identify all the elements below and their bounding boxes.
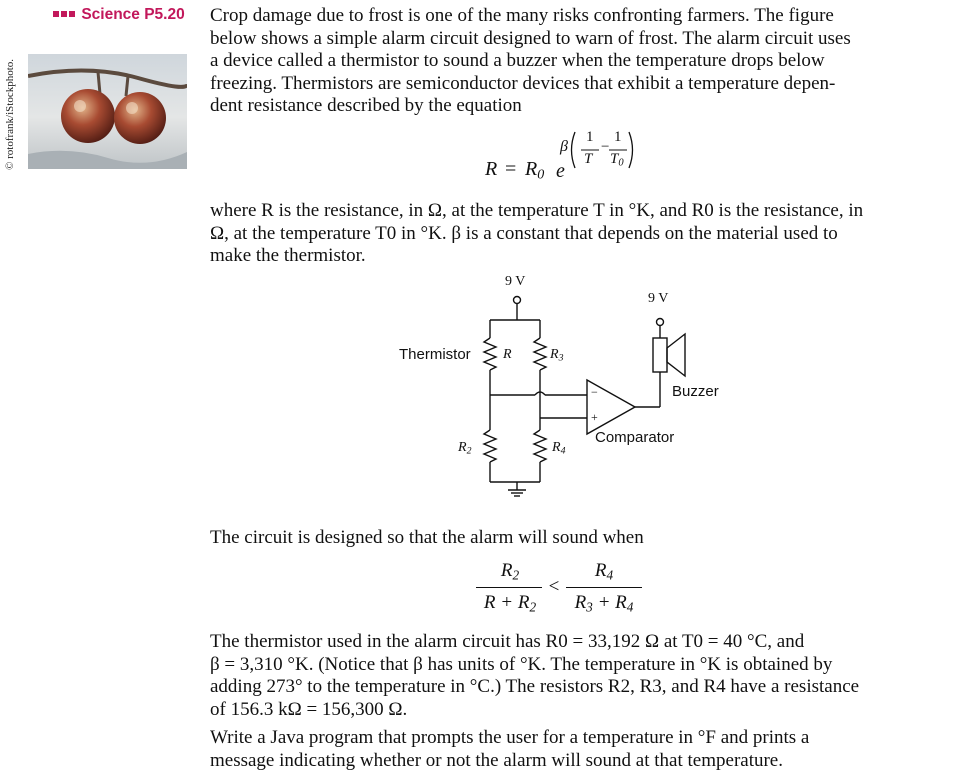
ineq-den-right: $R_3 + R_4$ bbox=[574, 592, 634, 615]
where-paragraph bbox=[210, 200, 863, 268]
r2-label: $R_2$ bbox=[458, 440, 472, 457]
where-line: make the thermistor. bbox=[210, 245, 366, 266]
intro-line: freezing. Thermistors are semiconductor devices that exhibit a temperature depen- bbox=[210, 72, 836, 94]
where-line: where R is the resistance, in Ω, at the temperature T in °K, and R0 is the resistance, in bbox=[210, 200, 864, 221]
eq-minus: − bbox=[601, 139, 610, 155]
eq-t0: $T_0$ bbox=[610, 151, 624, 169]
where-line: Ω, at the temperature T0 in °K. β is a constant that depends on the material used to bbox=[210, 222, 838, 244]
frosted-apples-photo bbox=[28, 54, 187, 169]
java-line: Write a Java program that prompts the user for a temperature in °F and prints a bbox=[210, 727, 810, 748]
ineq-num-left: $R_2$ bbox=[500, 560, 520, 583]
thermistor-line: β = 3,310 °K. (Notice that β has units of °K. The temperature in °K is obtained by bbox=[210, 653, 833, 675]
intro-line: dent resistance described by the equation bbox=[210, 95, 522, 116]
java-line: message indicating whether or not the alarm will sound at that temperature. bbox=[210, 749, 783, 771]
thermistor-resistor-icon bbox=[484, 338, 496, 370]
eq-r0: $R_0$ bbox=[525, 158, 545, 183]
thermistor-line: of 156.3 kΩ = 156,300 Ω. bbox=[210, 698, 408, 720]
eq-one-a: 1 bbox=[586, 129, 594, 145]
intro-line: below shows a simple alarm circuit designed to warn of frost. The alarm circuit uses bbox=[210, 27, 851, 49]
supply-label-1: 9 V bbox=[505, 274, 526, 289]
ineq-lt: < bbox=[548, 576, 560, 597]
photo-credit: © rotofrank/iStockphoto. bbox=[4, 58, 16, 170]
r3-resistor-icon bbox=[534, 338, 546, 370]
buzzer-label: Buzzer bbox=[672, 383, 719, 400]
eq-e: e bbox=[556, 160, 565, 182]
ineq-den-left: $R + R_2$ bbox=[483, 592, 537, 615]
eq-one-b: 1 bbox=[614, 129, 622, 145]
eq-beta: β bbox=[560, 138, 568, 155]
ineq-num-right: $R_4$ bbox=[594, 560, 614, 583]
intro-paragraph bbox=[210, 5, 851, 118]
thermistor-paragraph bbox=[210, 631, 859, 721]
label-square-icon bbox=[53, 11, 59, 17]
comparator-label: Comparator bbox=[595, 429, 675, 446]
r4-resistor-icon bbox=[534, 430, 546, 462]
supply-terminal-icon bbox=[514, 297, 521, 304]
thermistor-line: The thermistor used in the alarm circuit has R0 = 33,192 Ω at T0 = 40 °C, and bbox=[210, 631, 805, 652]
eq-equals: = bbox=[505, 158, 517, 180]
exercise-label bbox=[53, 6, 185, 24]
label-square-icon bbox=[61, 11, 67, 17]
exercise-tag: Science P5.20 bbox=[81, 6, 185, 23]
comparator-plus: + bbox=[591, 410, 598, 424]
r4-label: $R_4$ bbox=[552, 440, 566, 457]
supply-label-2: 9 V bbox=[648, 291, 669, 306]
comparator-minus: − bbox=[591, 385, 598, 399]
ineq-bar-left bbox=[476, 587, 542, 588]
buzzer-icon bbox=[653, 338, 667, 372]
label-square-icon bbox=[69, 11, 75, 17]
thermistor-label: Thermistor bbox=[399, 346, 471, 363]
r2-resistor-icon bbox=[484, 430, 496, 462]
eq-lhs: R bbox=[485, 158, 498, 180]
intro-line: a device called a thermistor to sound a buzzer when the temperature drops below bbox=[210, 50, 825, 71]
r-label: R bbox=[503, 347, 512, 362]
intro-line: Crop damage due to frost is one of the many risks confronting farmers. The figure bbox=[210, 5, 834, 26]
java-task-paragraph bbox=[210, 727, 809, 772]
supply-terminal-icon bbox=[657, 319, 664, 326]
designed-line: The circuit is designed so that the alarm will sound when bbox=[210, 527, 644, 548]
ineq-bar-right bbox=[566, 587, 642, 588]
thermistor-line: adding 273° to the temperature in °C.) The resistors R2, R3, and R4 have a resistance bbox=[210, 676, 860, 697]
eq-t: T bbox=[584, 151, 593, 167]
r3-label: $R_3$ bbox=[550, 347, 564, 364]
